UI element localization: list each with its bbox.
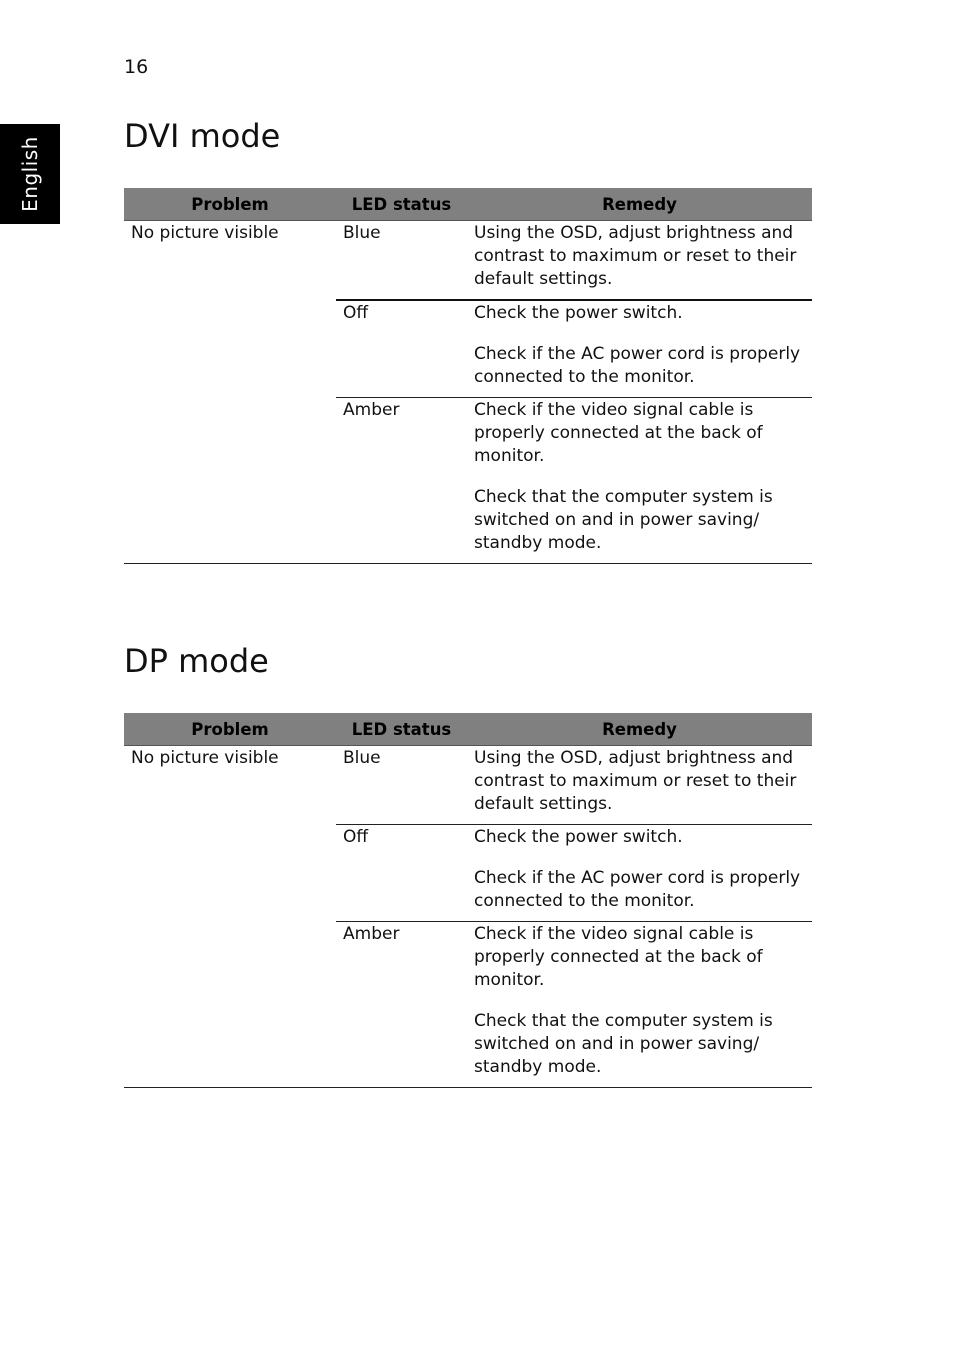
table-header-row bbox=[124, 713, 812, 746]
language-side-tab bbox=[0, 124, 60, 224]
remedy-text: Check if the AC power cord is properly connected to the monitor. bbox=[474, 868, 801, 911]
remedy-text: Check if the video signal cable is properly connected at the back of monitor. bbox=[474, 400, 763, 466]
remedy-text: Check that the computer system is switched on and in power saving/ standby mode. bbox=[474, 487, 773, 553]
table-header-row bbox=[124, 188, 812, 221]
table-row bbox=[124, 221, 812, 301]
remedy-text: Using the OSD, adjust brightness and contrast to maximum or reset to their default settings. bbox=[474, 223, 797, 289]
remedy-cell bbox=[467, 922, 812, 1088]
remedy-text: Check that the computer system is switched on and in power saving/ standby mode. bbox=[474, 1011, 773, 1077]
section-title: DVI mode bbox=[124, 117, 281, 155]
remedy-cell bbox=[467, 398, 812, 564]
led-status-cell: Amber bbox=[336, 922, 467, 1088]
led-status-cell: Off bbox=[336, 300, 467, 398]
problem-cell: No picture visible bbox=[131, 223, 279, 243]
header-problem: Problem bbox=[124, 188, 336, 221]
led-status-cell: Blue bbox=[343, 748, 381, 768]
remedy-cell bbox=[467, 221, 812, 301]
page-number: 16 bbox=[124, 56, 149, 78]
header-remedy: Remedy bbox=[467, 713, 812, 746]
led-status-cell: Amber bbox=[336, 398, 467, 564]
remedy-text: Check the power switch. bbox=[474, 303, 683, 323]
led-status-cell: Off bbox=[336, 825, 467, 922]
remedy-text: Using the OSD, adjust brightness and contrast to maximum or reset to their default settings. bbox=[474, 748, 797, 814]
remedy-text: Check the power switch. bbox=[474, 827, 683, 847]
table-row bbox=[124, 746, 812, 825]
troubleshooting-table bbox=[124, 188, 812, 564]
remedy-cell bbox=[467, 825, 812, 922]
header-led-status: LED status bbox=[336, 713, 467, 746]
section-title: DP mode bbox=[124, 642, 269, 680]
header-problem: Problem bbox=[124, 713, 336, 746]
language-label: English bbox=[18, 136, 42, 212]
header-led-status: LED status bbox=[336, 188, 467, 221]
troubleshooting-table bbox=[124, 713, 812, 1088]
section-dvi-mode bbox=[124, 118, 812, 564]
remedy-text: Check if the video signal cable is properly connected at the back of monitor. bbox=[474, 924, 763, 990]
led-status-cell: Blue bbox=[343, 223, 381, 243]
header-remedy: Remedy bbox=[467, 188, 812, 221]
problem-cell: No picture visible bbox=[131, 748, 279, 768]
section-dp-mode bbox=[124, 643, 812, 1088]
remedy-text: Check if the AC power cord is properly connected to the monitor. bbox=[474, 344, 801, 387]
remedy-cell bbox=[467, 300, 812, 398]
remedy-cell bbox=[467, 746, 812, 825]
